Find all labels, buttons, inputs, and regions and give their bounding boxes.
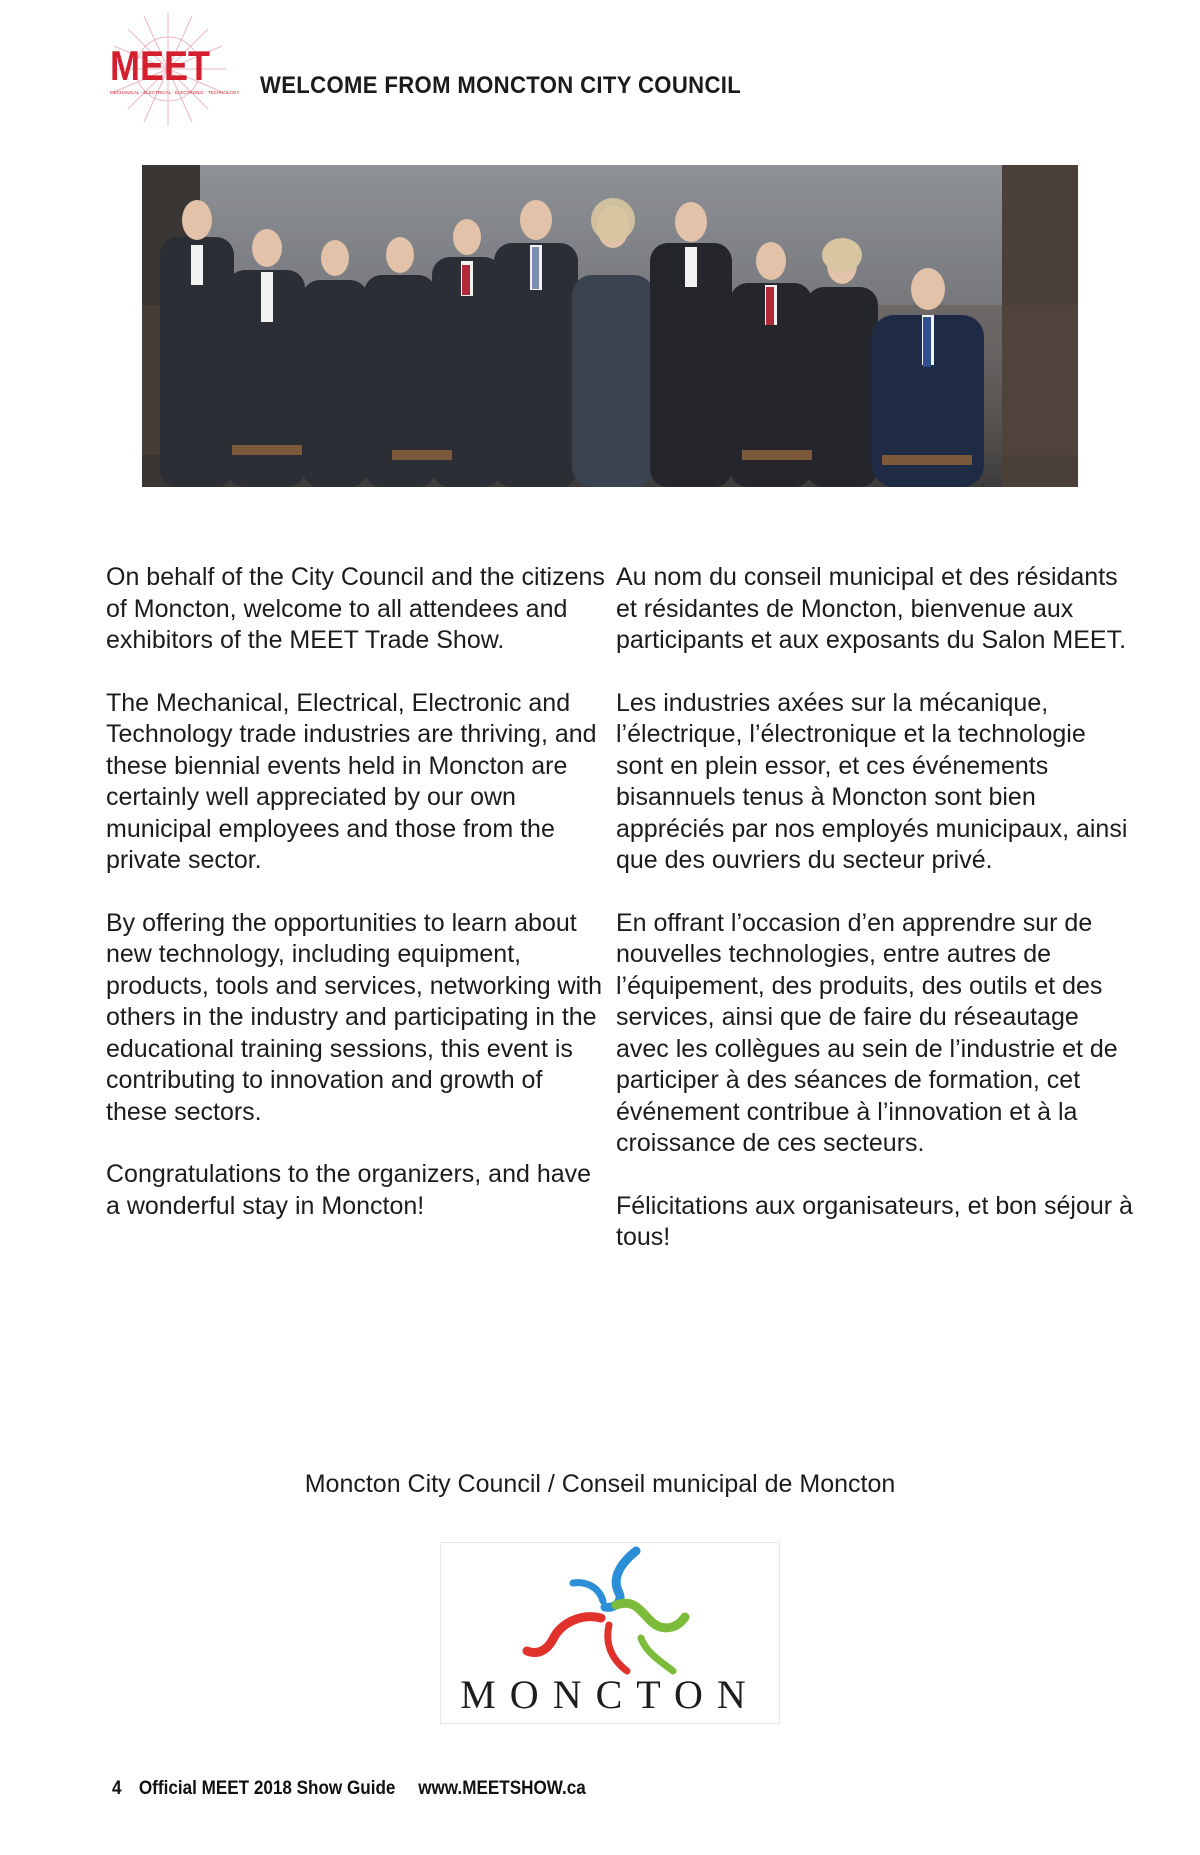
meet-logo — [104, 10, 254, 128]
english-text-column — [106, 562, 606, 1253]
french-paragraph: En offrant l’occasion d’en apprendre sur de nouvelles technologies, entre autres de l’équipement, des produits, des outils et des services, ainsi que de faire du réseautage avec les collègues au sein de l’industrie et de participer à des séances de formation, cet événement contribue à l’innovation et à la croissance de ces secteurs. — [616, 908, 1118, 1157]
page-number: 4 — [112, 1778, 122, 1799]
website-link[interactable]: www.MEETSHOW.ca — [418, 1778, 586, 1799]
signature: Moncton City Council / Conseil municipal de Moncton — [304, 1470, 896, 1498]
meet-logo-tagline: MECHANICAL · ELECTRICAL · ELECTRONIC · TECHNOLOGY — [110, 90, 240, 95]
french-paragraph: Au nom du conseil municipal et des résidants et résidantes de Moncton, bienvenue aux participants et aux exposants du Salon MEET. — [616, 563, 1127, 654]
guide-title: Official MEET 2018 Show Guide — [138, 1778, 396, 1799]
english-paragraph: On behalf of the City Council and the citizens of Moncton, welcome to all attendees and exhibitors of the MEET Trade Show. — [106, 563, 605, 654]
moncton-wordmark: MONCTON — [460, 1672, 760, 1717]
moncton-swirl-icon — [527, 1551, 685, 1671]
french-paragraph: Les industries axées sur la mécanique, l’électrique, l’électronique et la technologie sont en plein essor, et ces événements bisannuels tenus à Moncton sont bien appréciés par nos employés municipaux, ainsi que des ouvriers du secteur privé. — [616, 688, 1128, 874]
council-group-photo — [142, 165, 1078, 487]
english-paragraph: The Mechanical, Electrical, Electronic and Technology trade industries are thriving, and these biennial events held in Moncton are certainly well appreciated by our own municipal employees and those from the private sector. — [106, 688, 597, 874]
moncton-city-logo — [440, 1542, 780, 1724]
french-text-column — [616, 562, 1136, 1285]
page-footer — [112, 1778, 598, 1800]
english-paragraph: Congratulations to the organizers, and have a wonderful stay in Moncton! — [106, 1160, 592, 1220]
page-title: WELCOME FROM MONCTON CITY COUNCIL — [260, 72, 742, 99]
english-paragraph: By offering the opportunities to learn about new technology, including equipment, products, tools and services, networking with others in the industry and participating in the educational training sessions, this event is contributing to innovation and growth of these sectors. — [106, 908, 603, 1126]
french-paragraph: Félicitations aux organisateurs, et bon séjour à tous! — [616, 1191, 1133, 1251]
meet-logo-text: MEET — [110, 43, 210, 90]
